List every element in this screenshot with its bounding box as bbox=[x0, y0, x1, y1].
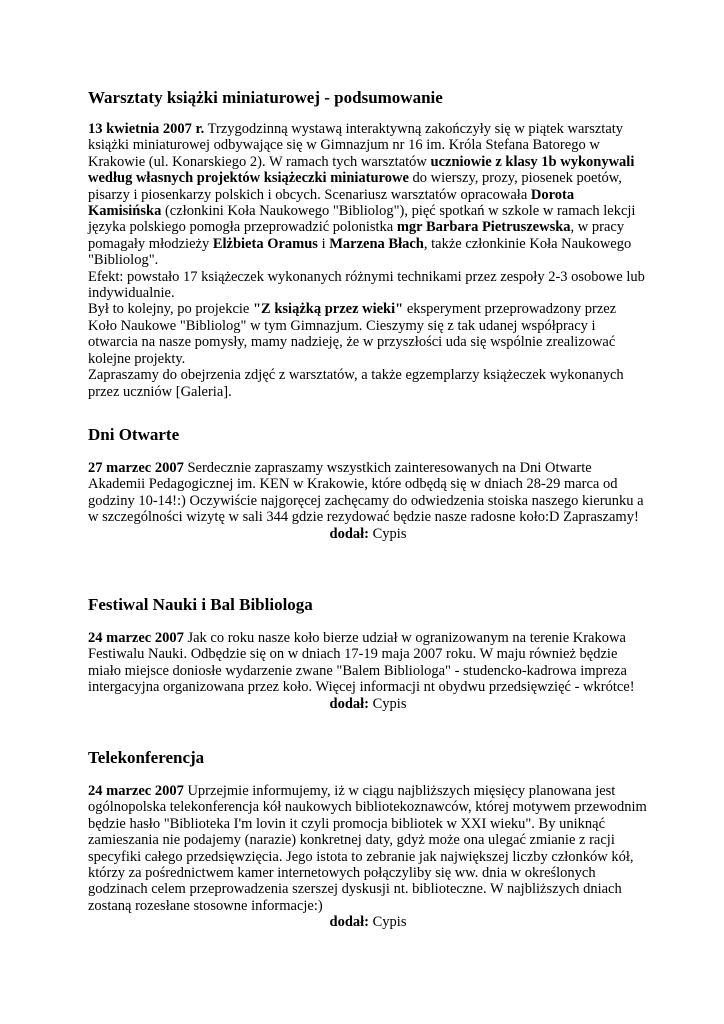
byline-label: dodał: bbox=[329, 695, 370, 712]
section-festiwal bbox=[88, 595, 648, 713]
body-bold: Dorota Kamisińska bbox=[88, 186, 575, 220]
section-heading: Festiwal Nauki i Bal Bibliologa bbox=[88, 595, 313, 614]
body-text: Był to kolejny, po projekcie bbox=[88, 301, 253, 318]
byline bbox=[88, 526, 648, 543]
section-dni-otwarte bbox=[88, 425, 648, 543]
invite-paragraph: Zapraszamy do obejrzenia zdjęć z warsztatów, a także egzemplarzy książeczek wykonanych przez uczniów [Galeria]. bbox=[88, 367, 624, 400]
body-text: Uprzejmie informujemy, iż w ciągu najbliższych mięsięcy planowana jest ogólnopolska telekonferencja kół naukowych bibliotekoznawców, której motywem przewodnim będzie hasło "Biblioteka I'm lovin it czyli promocja bibliotek w XXI wieku". By uniknąć zamieszania nie podajemy (narazie) konkretnej daty, gdyż może ona ulegać zmianie z racji specyfiki całego przedsięwzięcia. Jego istota to zebranie jak największej liczby członków kół, którzy za pośrednictwem kamer internetowych połączyliby się ww. dnia w określonych godzinach celem przeprowadzenia szerszej dyskusji nt. biblioteczne. W najbliższych dniach zostaną rozesłane stosowne informacje:) bbox=[88, 783, 647, 914]
byline-label: dodał: bbox=[329, 525, 370, 542]
post-date: 27 marzec 2007 bbox=[88, 460, 184, 476]
body-bold: Marzena Błach bbox=[329, 235, 424, 252]
body-text: (członkini Koła Naukowego "Bibliolog"), pięć spotkań w szkole w ramach lekcji języka polskiego pomogła przeprowadzić polonistka bbox=[88, 203, 636, 236]
post-date: 24 marzec 2007 bbox=[88, 783, 184, 799]
post-date: 24 marzec 2007 bbox=[88, 630, 184, 646]
body-text: do wierszy, prozy, piosenek poetów, pisarzy i piosenkarzy polskich i obcych. Scenariusz warsztatów opracowała bbox=[88, 170, 622, 203]
post-date: 13 kwietnia 2007 r. bbox=[88, 121, 205, 137]
body-text: , także członkinie Koła Naukowego "Bibliolog". bbox=[88, 235, 632, 269]
section-heading: Warsztaty książki miniaturowej - podsumowanie bbox=[88, 88, 443, 107]
section-body bbox=[88, 460, 648, 526]
body-bold: mgr Barbara Pietruszewska bbox=[396, 219, 571, 236]
section-telekonferencja bbox=[88, 748, 648, 931]
section-warsztaty bbox=[88, 88, 648, 400]
byline-author: Cypis bbox=[369, 914, 407, 931]
body-text: Serdecznie zapraszamy wszystkich zainteresowanych na Dni Otwarte Akademii Pedagogicznej im. KEN w Krakowie, które odbędą się w dniach 28-29 marca od godziny 10-14!:) Oczywiście najgoręcej zachęcamy do odwiedzenia stoiska naszego kierunku a w szczególności wizytę w sali 344 gdzie rezydować będzie nasze radosne koło:D Zapraszamy! bbox=[88, 460, 644, 526]
body-text: , w pracy pomagały młodzieży bbox=[88, 219, 625, 252]
byline-author: Cypis bbox=[369, 695, 407, 712]
section-body bbox=[88, 121, 648, 269]
byline-author: Cypis bbox=[369, 525, 407, 542]
body-text: i bbox=[317, 235, 330, 252]
body-text: Trzygodzinną wystawą interaktywną zakończyły się w piątek warsztaty książki miniaturowej odbywające się w Gimnazjum nr 16 im. Króla Stefana Batorego w Krakowie (ul. Konarskiego 2). W ramach tych warsztatów bbox=[88, 121, 624, 170]
section-body bbox=[88, 630, 648, 696]
body-text: eksperyment przeprowadzony przez Koło Naukowe "Bibliolog" w tym Gimnazjum. Cieszymy się z tak udanej współpracy i otwarcia na nasze pomysły, mamy nadzieję, że w przyszłości uda się wspólnie zrealizować kolejne projekty. bbox=[88, 301, 617, 367]
effect-paragraph: Efekt: powstało 17 książeczek wykonanych różnymi technikami przez zespoły 2-3 osobowe lub indywidualnie. bbox=[88, 268, 645, 302]
project-paragraph bbox=[88, 301, 648, 367]
byline bbox=[88, 696, 648, 713]
section-heading: Dni Otwarte bbox=[88, 425, 180, 444]
byline-label: dodał: bbox=[329, 914, 370, 931]
body-bold: Elżbieta Oramus bbox=[212, 235, 318, 252]
body-text: Jak co roku nasze koło bierze udział w ogranizowanym na terenie Krakowa Festiwalu Nauki. Odbędzie się on w dniach 17-19 maja 2007 roku. W maju również będzie miało miejsce doniosłe wydarzenie zwane "Balem Bibliologa" - studencko-kadrowa impreza intergacyjna organizowana przez koło. Więcej informacji nt obydwu przedsięwzięć - wkrótce! bbox=[88, 630, 635, 696]
section-heading: Telekonferencja bbox=[88, 748, 205, 767]
body-bold: uczniowie z klasy 1b wykonywali według własnych projektów książeczki miniaturowe bbox=[88, 153, 635, 187]
byline bbox=[88, 914, 648, 931]
body-bold: "Z książką przez wieki" bbox=[252, 301, 404, 318]
section-body bbox=[88, 783, 648, 914]
